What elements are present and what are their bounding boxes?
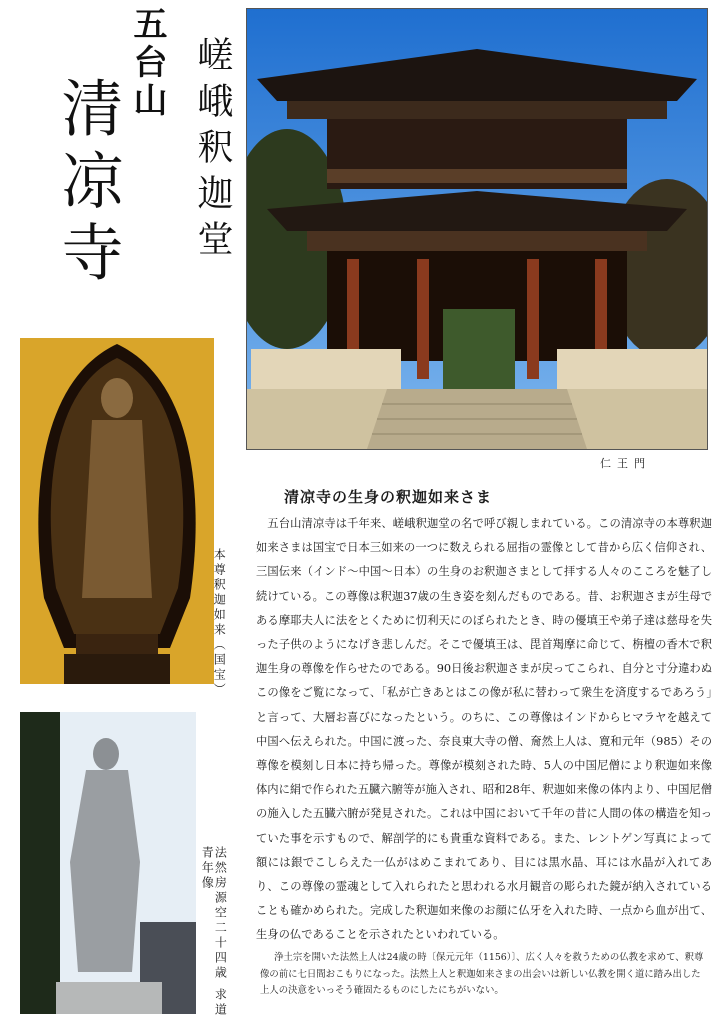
gate-illustration xyxy=(247,9,707,449)
gate-caption: 仁王門 xyxy=(600,457,651,470)
temple-name: 清凉寺 xyxy=(51,76,124,292)
buddha-caption: 本尊釈迦如来（国宝） xyxy=(212,548,227,698)
buddha-statue-photo xyxy=(20,338,214,684)
temple-mountain-name: 五台山 xyxy=(127,6,167,120)
article-body xyxy=(256,512,712,948)
article-body-paragraph: 五台山清凉寺は千年来、嵯峨釈迦堂の名で呼び親しまれている。この清凉寺の本尊釈迦如来さまは国宝で日本三如来の一つに数えられる屈指の霊像として昔から広く信仰され、三国伝来（インド〜中国〜日本）の生身のお釈迦さまとして拝する人々のこころを魅了し続けている。この尊像は釈迦37歳の生き姿を刻んだものである。昔、お釈迦さまが生母である摩耶夫人に法をとくために忉利天にのぼられたとき、時の優填王や弟子達は慈母を失った子供のようになげき悲しんだ。そこで優填王は、毘首羯摩に命じて、栴檀の香木で釈迦生身の尊像を作らせたのである。90日後お釈迦さまが戻ってこられ、自分と寸分違わぬこの像をご覧になって、「私が亡きあとはこの像が私に替わって衆生を済度するであろう」と言って、大層お喜びになったという。のちに、この尊像はインドからヒマラヤを越えて中国へ伝えられた。中国に渡った、奈良東大寺の僧、奝然上人は、寛和元年（985）その尊像を模刻し日本に持ち帰った。尊像が模刻された時、5人の中国尼僧により釈迦如来像体内に絹で作られた五臓六腑等が施入され、昭和28年、釈迦如来像の体内より、中国尼僧の施入した五臓六腑が発見された。これは中国において千年の昔に人間の体の構造を知っていた事を示すもので、解剖学的にも貴重な資料である。また、レントゲン写真によって額には銀でこしらえた一仏がはめこまれてあり、目には黒水晶、耳には水晶が入れてあり、この尊像の霊魂として入れられたと思われる水月観音の彫られた鏡が納入されていることも確かめられた。完成した釈迦如来像のお顔に仏牙を入れた時、一点から血が出て、生身の仏であることを示されたといわれている。 xyxy=(256,517,712,942)
honen-illustration xyxy=(20,712,196,1014)
honen-statue-photo xyxy=(20,712,196,1014)
honen-caption: 法然房源空二十四歳 求道青年像 xyxy=(200,846,228,1018)
gate-photo xyxy=(246,8,708,450)
buddha-illustration xyxy=(20,338,214,684)
footnote-paragraph: 浄土宗を開いた法然上人は24歳の時〔保元元年（1156）〕、広く人々を救うための仏教を求めて、釈尊像の前に七日間おこもりになった。法然上人と釈迦如来さまの出会いは新しい仏教を開く道に踏み出した上人の決意をいっそう確固たるものにしたにちがいない。 xyxy=(260,952,704,996)
temple-alt-name: 嵯峨釈迦堂 xyxy=(192,36,233,266)
article-heading: 清凉寺の生身の釈迦如来さま xyxy=(284,488,493,506)
article-footnote xyxy=(260,950,708,1000)
